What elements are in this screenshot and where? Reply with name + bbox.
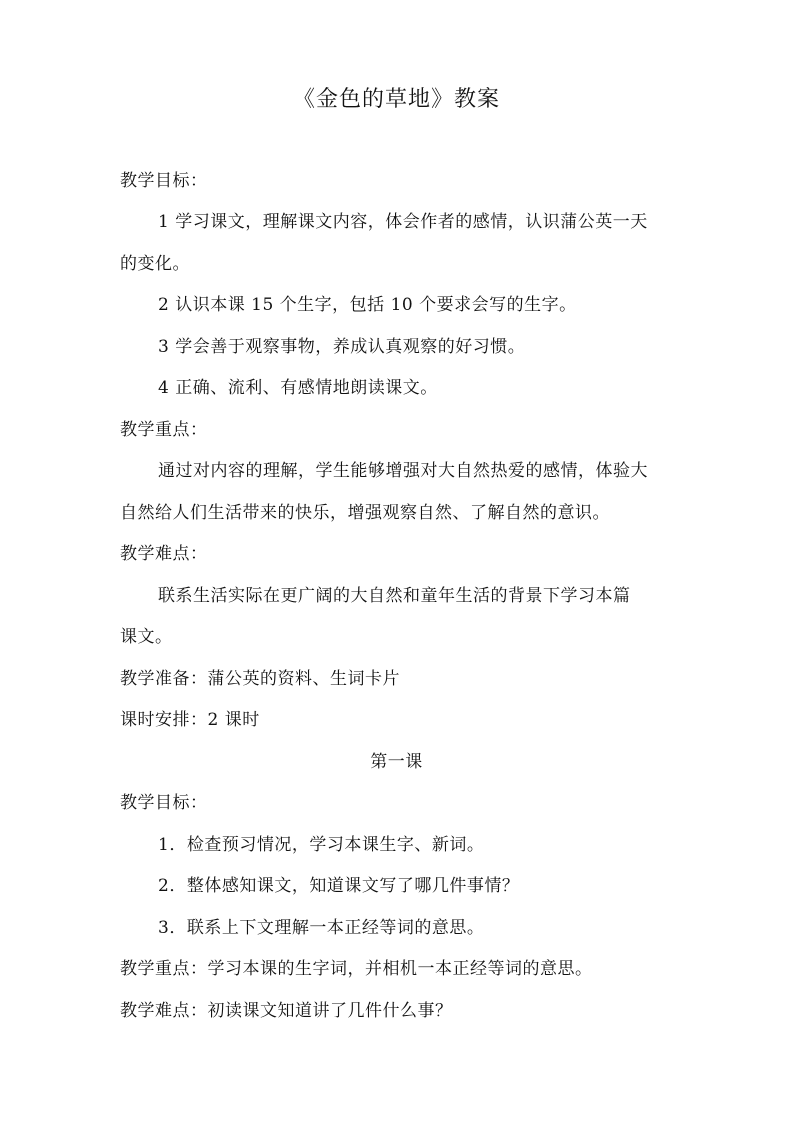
key-heading: 教学重点： [120,420,208,440]
objective-3: 3 学会善于观察事物，养成认真观察的好习惯。 [158,337,526,357]
lesson1-heading: 第一课 [370,752,423,772]
lesson1-objective-3: 3．联系上下文理解一本正经等词的意思。 [158,918,485,938]
objective-1-line-1: 1 学习课文，理解课文内容，体会作者的感情，认识蒲公英一天 [158,212,648,232]
preparation: 教学准备：蒲公英的资料、生词卡片 [120,669,400,689]
objective-4: 4 正确、流利、有感情地朗读课文。 [158,378,438,398]
document-title: 《金色的草地》教案 [292,87,500,112]
lesson1-objective-1: 1．检查预习情况，学习本课生字、新词。 [158,835,485,855]
lesson1-objective-2: 2．整体感知课文，知道课文写了哪几件事情？ [158,876,520,896]
lesson1-difficulty: 教学难点：初读课文知道讲了几件什么事？ [120,1001,453,1021]
difficulty-line-2: 课文。 [120,627,173,647]
key-point-line-1: 通过对内容的理解，学生能够增强对大自然热爱的感情，体验大 [158,461,648,481]
difficulty-line-1: 联系生活实际在更广阔的大自然和童年生活的背景下学习本篇 [158,586,631,606]
objective-1-line-2: 的变化。 [120,254,190,274]
lesson1-objectives-heading: 教学目标： [120,793,208,813]
objectives-heading: 教学目标： [120,171,208,191]
lesson1-key: 教学重点：学习本课的生字词，并相机一本正经等词的意思。 [120,959,593,979]
objective-2: 2 认识本课 15 个生字，包括 10 个要求会写的生字。 [158,295,577,315]
key-point-line-2: 自然给人们生活带来的快乐，增强观察自然、了解自然的意识。 [120,503,610,523]
difficulty-heading: 教学难点： [120,544,208,564]
schedule: 课时安排：2 课时 [120,710,260,730]
